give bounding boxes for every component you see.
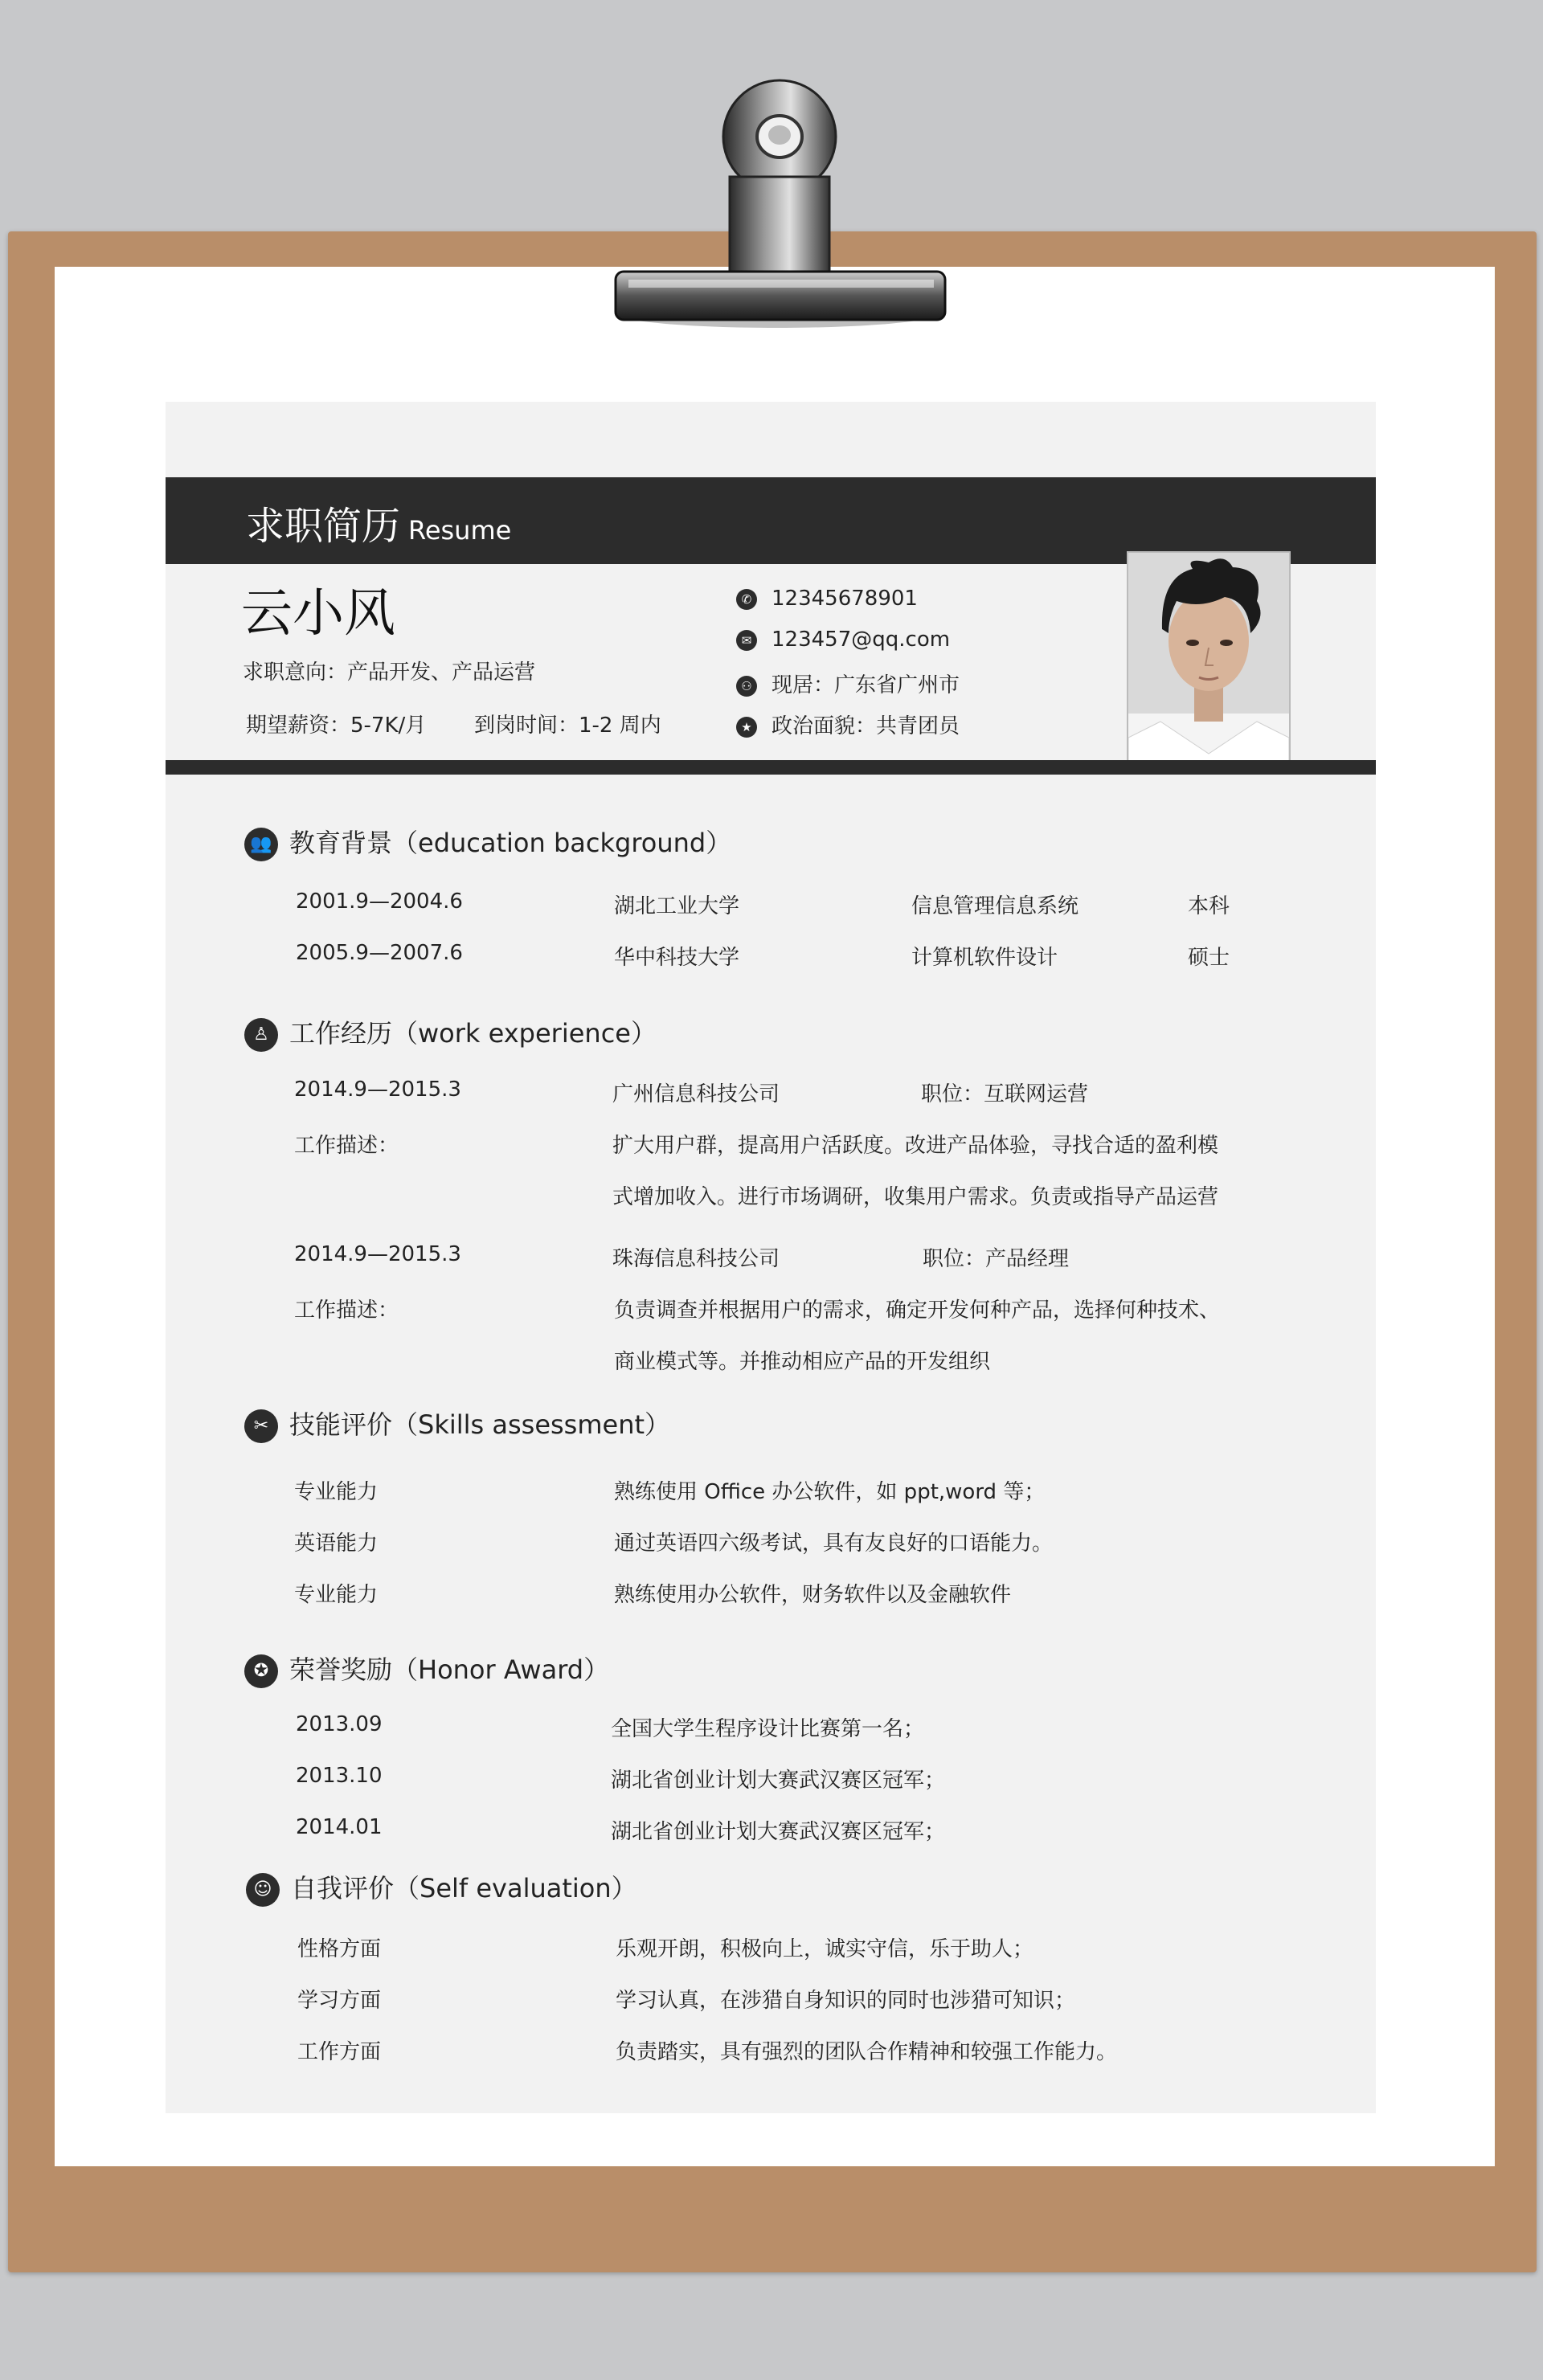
skill-text: 通过英语四六级考试，具有友良好的口语能力。	[614, 1531, 1054, 1556]
honors-title: 荣誉奖励（Honor Award）	[289, 1654, 610, 1685]
work-company: 广州信息科技公司	[612, 1082, 780, 1106]
section-honors	[244, 1650, 609, 1688]
medal-icon: ✪	[244, 1654, 278, 1688]
work-desc-line: 商业模式等。并推动相应产品的开发组织	[614, 1350, 991, 1374]
title-en: Resume	[408, 515, 512, 546]
self-eval-row	[0, 1984, 1543, 2016]
self-eval-label: 学习方面	[297, 1989, 382, 2013]
phone-text: 12345678901	[772, 587, 918, 611]
edu-major: 计算机软件设计	[911, 946, 1058, 970]
honor-text: 湖北省创业计划大赛武汉赛区冠军；	[611, 1820, 946, 1844]
work-title: 工作经历（work experience）	[289, 1018, 657, 1049]
briefcase-icon: ♙	[244, 1018, 278, 1052]
work-desc-label: 工作描述：	[294, 1298, 399, 1323]
section-self-eval	[246, 1868, 637, 1907]
job-objective: 求职意向：产品开发、产品运营	[243, 660, 536, 685]
work-row	[0, 1242, 1543, 1274]
people-icon: 👥	[244, 828, 278, 861]
section-skills	[244, 1405, 670, 1443]
candidate-name: 云小风	[241, 584, 395, 644]
honor-row	[0, 1712, 1543, 1744]
binder-clip-icon	[580, 48, 950, 354]
skill-label: 专业能力	[294, 1583, 379, 1607]
work-row	[0, 1078, 1543, 1110]
email-icon: ✉	[736, 630, 757, 651]
skills-row	[0, 1578, 1543, 1610]
section-education	[244, 823, 731, 861]
expected-salary: 期望薪资：5-7K/月	[246, 714, 427, 738]
self-eval-title: 自我评价（Self evaluation）	[291, 1873, 637, 1904]
honor-date: 2013.09	[296, 1712, 383, 1736]
political-text: 政治面貌：共青团员	[772, 714, 960, 738]
edu-school: 湖北工业大学	[614, 894, 740, 918]
edu-degree: 本科	[1188, 894, 1230, 918]
contact-phone	[736, 587, 918, 611]
skills-row	[0, 1527, 1543, 1559]
honor-date: 2013.10	[296, 1764, 383, 1788]
tools-icon: ✂	[244, 1409, 278, 1443]
person-icon: ☺	[246, 1873, 280, 1907]
honor-text: 全国大学生程序设计比赛第一名；	[611, 1717, 925, 1741]
work-desc-label: 工作描述：	[294, 1134, 399, 1158]
edu-date: 2005.9—2007.6	[296, 941, 463, 965]
work-desc-row	[0, 1180, 1543, 1212]
self-eval-label: 性格方面	[297, 1937, 382, 1961]
honor-text: 湖北省创业计划大赛武汉赛区冠军；	[611, 1769, 946, 1793]
honor-row	[0, 1764, 1543, 1796]
skills-title: 技能评价（Skills assessment）	[289, 1409, 671, 1440]
work-desc-row	[0, 1345, 1543, 1377]
self-eval-row	[0, 1932, 1543, 1965]
skills-row	[0, 1475, 1543, 1507]
title-cn: 求职简历	[246, 504, 401, 549]
contact-political	[736, 710, 960, 739]
skill-label: 英语能力	[294, 1531, 379, 1556]
self-eval-text: 乐观开朗，积极向上，诚实守信，乐于助人；	[616, 1937, 1034, 1961]
section-work	[244, 1013, 657, 1052]
self-eval-text: 负责踏实，具有强烈的团队合作精神和较强工作能力。	[616, 2040, 1118, 2064]
location-icon: ⚇	[736, 676, 757, 697]
skill-text: 熟练使用 Office 办公软件，如 ppt,word 等；	[614, 1480, 1046, 1504]
education-row	[0, 889, 1543, 922]
email-text: 123457@qq.com	[772, 628, 951, 652]
education-title: 教育背景（education background）	[289, 828, 732, 858]
location-text: 现居：广东省广州市	[772, 673, 960, 697]
skill-text: 熟练使用办公软件，财务软件以及金融软件	[614, 1583, 1012, 1607]
work-position: 职位：互联网运营	[921, 1082, 1089, 1106]
honor-row	[0, 1815, 1543, 1847]
self-eval-text: 学习认真，在涉猎自身知识的同时也涉猎可知识；	[616, 1989, 1076, 2013]
profile-photo	[1127, 551, 1291, 767]
work-company: 珠海信息科技公司	[612, 1247, 780, 1271]
work-desc-line: 扩大用户群，提高用户活跃度。改进产品体验，寻找合适的盈利模	[612, 1134, 1219, 1158]
work-desc-line: 式增加收入。进行市场调研，收集用户需求。负责或指导产品运营	[612, 1185, 1219, 1209]
arrival-time: 到岗时间：1-2 周内	[474, 714, 661, 738]
work-desc-line: 负责调查并根据用户的需求，确定开发何种产品，选择何种技术、	[614, 1298, 1221, 1323]
edu-degree: 硕士	[1188, 946, 1230, 970]
resume-title	[246, 495, 511, 550]
self-eval-label: 工作方面	[297, 2040, 382, 2064]
header-bottom-bar	[166, 760, 1376, 775]
skill-label: 专业能力	[294, 1480, 379, 1504]
edu-school: 华中科技大学	[614, 946, 740, 970]
work-date: 2014.9—2015.3	[294, 1242, 461, 1266]
work-position: 职位：产品经理	[923, 1247, 1070, 1271]
work-desc-row	[0, 1129, 1543, 1161]
contact-email	[736, 628, 950, 652]
work-desc-row	[0, 1294, 1543, 1326]
self-eval-row	[0, 2035, 1543, 2067]
work-date: 2014.9—2015.3	[294, 1078, 461, 1102]
contact-location	[736, 669, 960, 698]
edu-major: 信息管理信息系统	[911, 894, 1079, 918]
education-row	[0, 941, 1543, 973]
edu-date: 2001.9—2004.6	[296, 889, 463, 914]
star-icon: ★	[736, 717, 757, 738]
honor-date: 2014.01	[296, 1815, 383, 1839]
phone-icon: ✆	[736, 589, 757, 610]
